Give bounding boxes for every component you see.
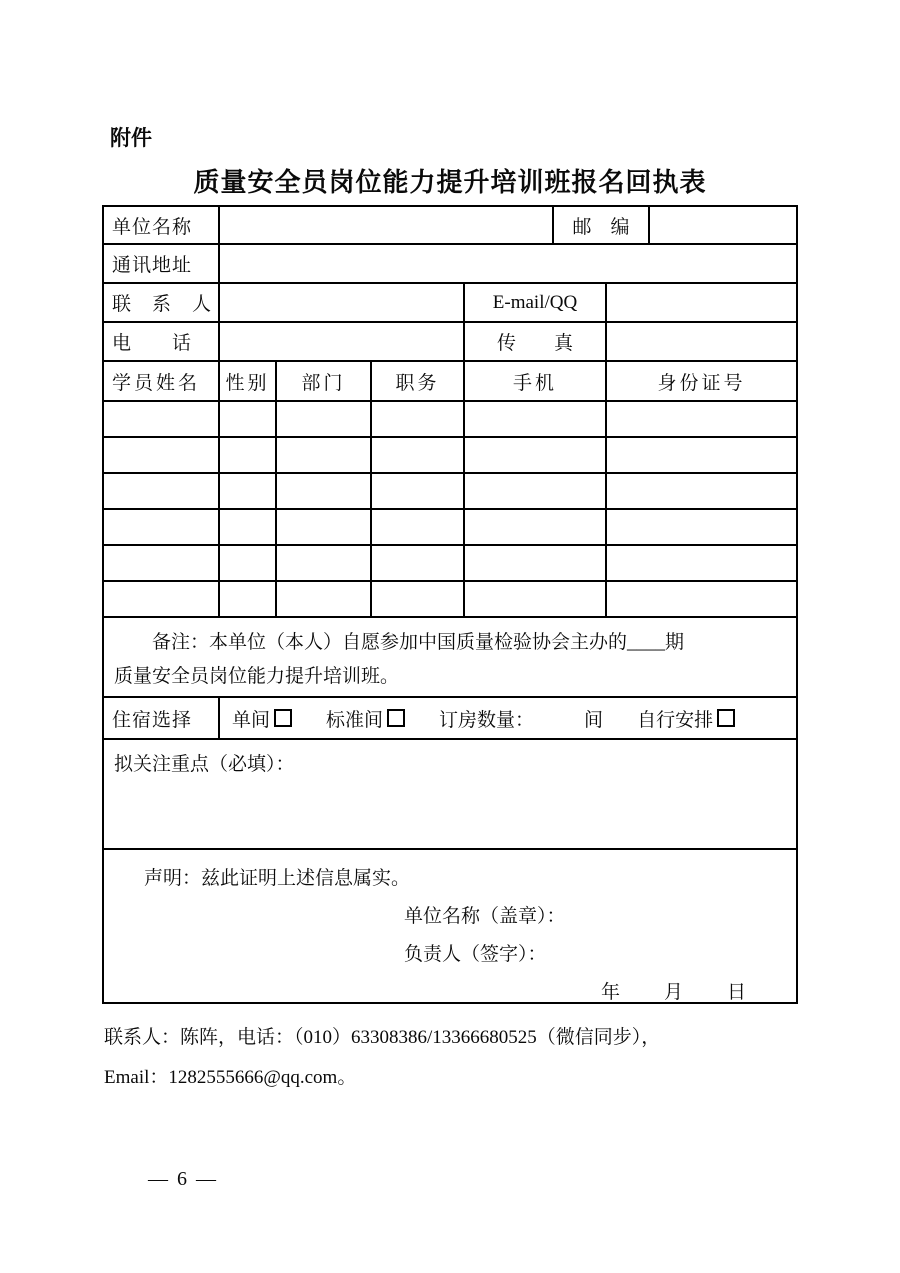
position-cell[interactable] [372,402,465,436]
student-name-cell[interactable] [104,474,220,508]
gender-cell[interactable] [220,474,277,508]
standard-room-checkbox[interactable] [387,709,405,727]
row-address [104,245,796,284]
registration-form-table [102,205,798,1004]
student-name-cell[interactable] [104,510,220,544]
department-cell[interactable] [277,402,372,436]
email-label: E-mail/QQ [465,284,607,321]
student-row [104,474,796,510]
fax-label: 传 真 [465,323,607,360]
student-name-cell[interactable] [104,438,220,472]
position-cell[interactable] [372,546,465,580]
declaration-seal-line: 单位名称（盖章）： [404,906,566,927]
email-field[interactable] [607,284,796,321]
department-cell[interactable] [277,582,372,616]
col-id-number: 身份证号 [657,372,746,394]
footer-contact-info [104,1018,798,1098]
remark-session-blank[interactable]: ____ [627,632,666,653]
remark-cell [104,618,796,696]
position-cell[interactable] [372,510,465,544]
gender-cell[interactable] [220,402,277,436]
address-label: 通讯地址 [104,245,220,282]
row-phone [104,323,796,362]
lodging-single-option: 单间 [232,705,292,732]
remark-line2: 质量安全员岗位能力提升培训班。 [114,666,400,687]
unit-name-field[interactable] [220,207,554,243]
mobile-cell[interactable] [465,402,607,436]
position-cell[interactable] [372,474,465,508]
id-number-cell[interactable] [607,402,796,436]
fax-field[interactable] [607,323,796,360]
row-remark [104,618,796,698]
mobile-cell[interactable] [465,582,607,616]
col-mobile: 手机 [465,362,607,400]
student-name-cell[interactable] [104,582,220,616]
focus-cell[interactable] [104,740,796,788]
student-row [104,510,796,546]
row-declaration [104,850,796,1002]
mobile-cell[interactable] [465,438,607,472]
col-student-name: 学员姓名 [104,362,220,400]
declaration-sign-line: 负责人（签字）： [404,944,547,965]
lodging-standard-option: 标准间 [326,705,405,732]
booking-count-unit: 间 [584,709,604,731]
row-focus [104,740,796,850]
gender-cell[interactable] [220,438,277,472]
id-number-cell[interactable] [607,582,796,616]
col-department: 部门 [277,362,372,400]
department-cell[interactable] [277,474,372,508]
student-table-header [104,362,796,402]
unit-name-label: 单位名称 [104,207,220,243]
booking-count-field[interactable] [534,718,584,719]
focus-label: 拟关注重点（必填）： [114,754,295,775]
position-cell[interactable] [372,438,465,472]
postal-code-field[interactable] [650,207,796,243]
self-arrange-checkbox[interactable] [717,709,735,727]
col-position: 职务 [372,362,465,400]
postal-code-label: 邮 编 [554,207,650,243]
department-cell[interactable] [277,438,372,472]
id-number-cell[interactable] [607,438,796,472]
id-number-cell[interactable] [607,510,796,544]
page-number: — 6 — [148,1168,218,1190]
attachment-label: 附件 [110,126,152,150]
footer-contact-line: 联系人：陈阵，电话：（010）63308386/13366680525（微信同步）， [104,1027,661,1048]
student-name-cell[interactable] [104,402,220,436]
row-contact [104,284,796,323]
id-number-cell[interactable] [607,546,796,580]
declaration-date-line: 年 月 日 [600,982,748,1003]
remark-line1: 备注：本单位（本人）自愿参加中国质量检验协会主办的____期 [152,632,685,653]
student-row [104,582,796,618]
student-row [104,438,796,474]
col-gender: 性别 [220,362,277,400]
lodging-options [220,698,796,738]
gender-cell[interactable] [220,546,277,580]
gender-cell[interactable] [220,582,277,616]
page-title: 质量安全员岗位能力提升培训班报名回执表 [193,168,707,198]
declaration-statement: 声明：兹此证明上述信息属实。 [144,868,411,889]
student-row [104,546,796,582]
phone-label: 电 话 [104,323,220,360]
declaration-cell [104,850,796,1002]
department-cell[interactable] [277,546,372,580]
address-field[interactable] [220,245,796,282]
lodging-label: 住宿选择 [104,698,220,738]
student-name-cell[interactable] [104,546,220,580]
lodging-self-option: 自行安排 [637,705,735,732]
mobile-cell[interactable] [465,510,607,544]
mobile-cell[interactable] [465,546,607,580]
single-room-checkbox[interactable] [274,709,292,727]
row-lodging [104,698,796,740]
row-unit-name [104,207,796,245]
contact-field[interactable] [220,284,465,321]
student-row [104,402,796,438]
footer-email-line: Email：1282555666@qq.com。 [104,1067,357,1088]
position-cell[interactable] [372,582,465,616]
booking-count-label: 订房数量： [439,709,535,731]
mobile-cell[interactable] [465,474,607,508]
contact-label: 联 系 人 [104,284,220,321]
id-number-cell[interactable] [607,474,796,508]
gender-cell[interactable] [220,510,277,544]
department-cell[interactable] [277,510,372,544]
phone-field[interactable] [220,323,465,360]
